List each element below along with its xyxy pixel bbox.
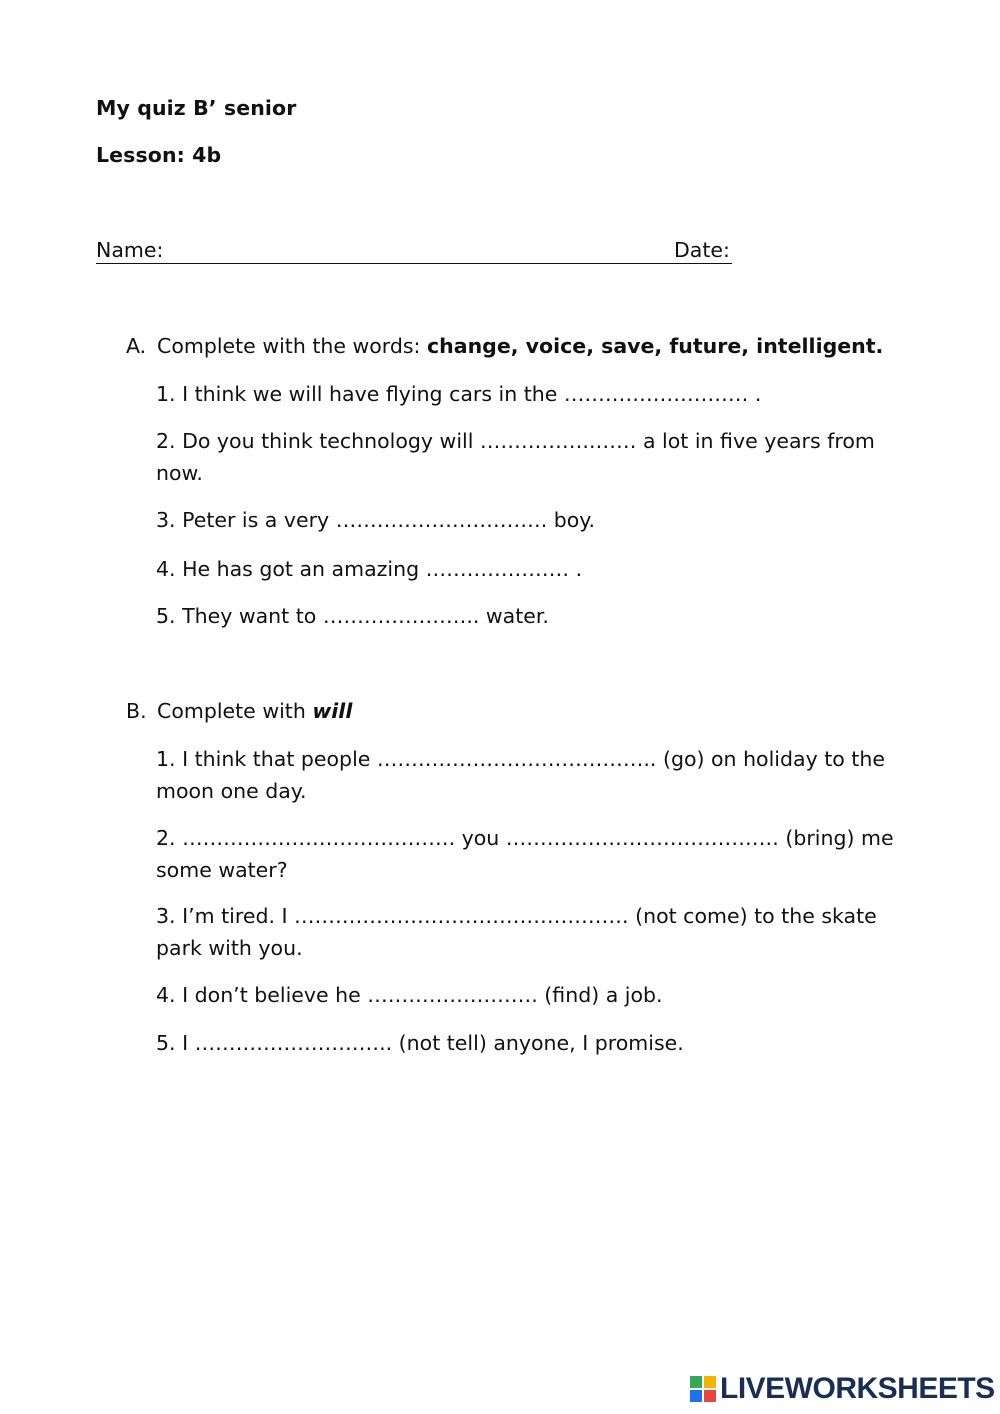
- section-a-item-4: 4. He has got an amazing ………………… .: [156, 557, 583, 581]
- section-a-item-2: 2. Do you think technology will ……………..…… a lot in five years from now.: [156, 429, 875, 485]
- logo-square-green: [690, 1376, 702, 1388]
- section-b-letter: B.: [126, 699, 147, 723]
- section-b-item-2: 2. …………………………………. you …………………………………. (bring) me some water?: [156, 826, 894, 882]
- logo-square-red: [704, 1390, 716, 1402]
- section-b-keyword: will: [312, 699, 353, 723]
- logo-square-blue: [690, 1390, 702, 1402]
- section-b-intro: Complete with: [157, 699, 313, 723]
- name-label: Name:: [96, 238, 164, 262]
- section-b-item-5: 5. I ……………………….. (not tell) anyone, I promise.: [156, 1031, 684, 1055]
- logo-square-yellow: [704, 1376, 716, 1388]
- section-a-item-1: 1. I think we will have flying cars in the ……………………… .: [156, 382, 762, 406]
- section-a-item-3: 3. Peter is a very …………………………. boy.: [156, 508, 596, 532]
- worksheet-title: My quiz B’ senior: [96, 96, 297, 120]
- date-label: Date:: [674, 238, 730, 262]
- section-a-item-5: 5. They want to ………………….. water.: [156, 604, 549, 628]
- section-a-intro: Complete with the words:: [157, 334, 427, 358]
- name-date-line[interactable]: [96, 238, 732, 264]
- section-a-word-bank: change, voice, save, future, intelligent.: [426, 334, 884, 358]
- section-b-item-4: 4. I don’t believe he ……………………. (find) a job.: [156, 983, 663, 1007]
- section-b-heading: [126, 699, 352, 723]
- lesson-label: Lesson: 4b: [96, 143, 222, 167]
- liveworksheets-logo[interactable]: [690, 1372, 995, 1406]
- liveworksheets-logo-icon: [690, 1376, 716, 1402]
- section-a-heading: [126, 334, 883, 358]
- section-b-item-1: 1. I think that people ………………………………….. (go) on holiday to the moon one day.: [156, 747, 885, 803]
- section-a-letter: A.: [126, 334, 147, 358]
- liveworksheets-logo-text: LIVEWORKSHEETS: [720, 1372, 995, 1405]
- section-b-item-3: 3. I’m tired. I …………………………………………. (not come) to the skate park with you.: [156, 904, 877, 960]
